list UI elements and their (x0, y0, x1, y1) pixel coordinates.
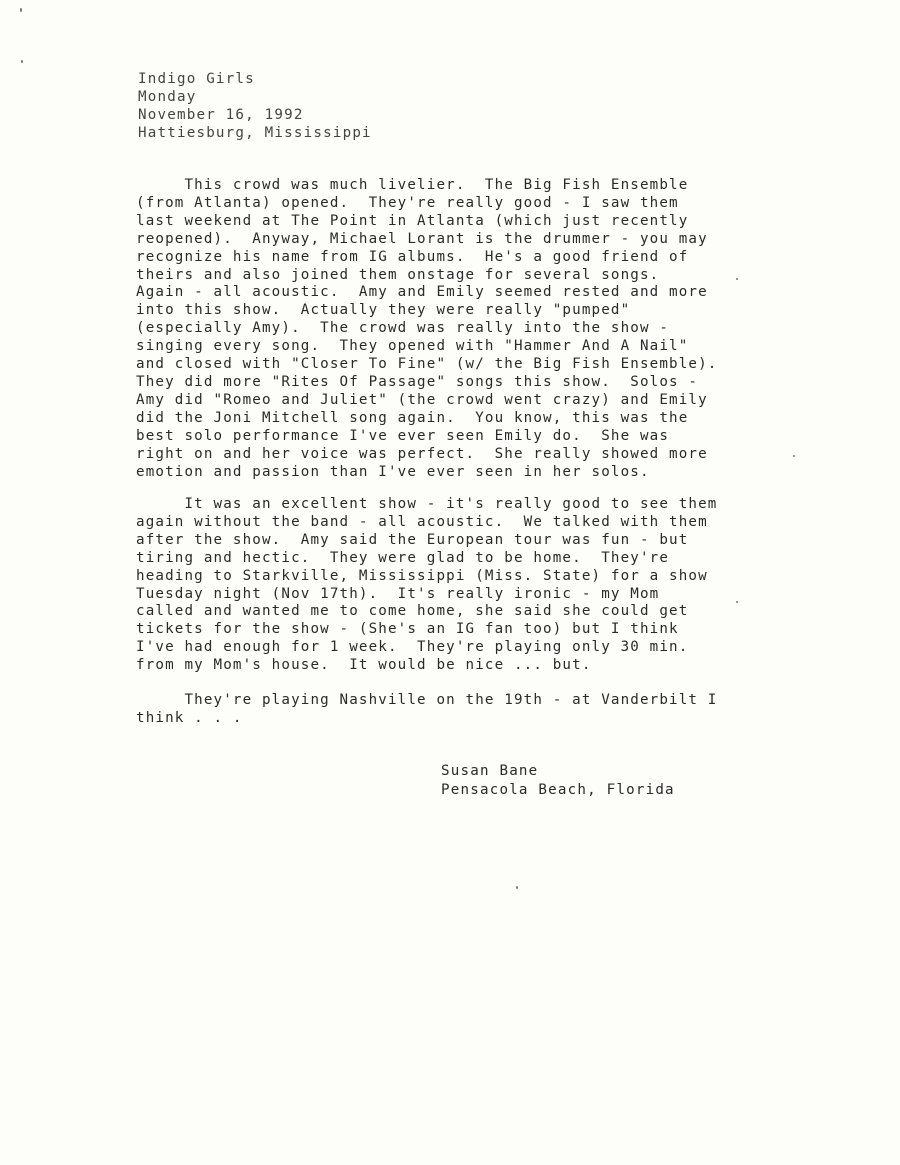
text-line: tickets for the show - (She's an IG fan too) but I think (136, 621, 679, 638)
text-line: reopened). Anyway, Michael Lorant is the drummer - you may (136, 230, 708, 247)
text-line: tiring and hectic. They were glad to be home. They're (136, 549, 670, 566)
text-line: (especially Amy). The crowd was really into the show - (136, 320, 670, 337)
text-line: heading to Starkville, Mississippi (Miss. State) for a show (136, 567, 708, 584)
signature-name: Susan Bane (441, 763, 539, 779)
text-line: after the show. Amy said the European tour was fun - but (136, 531, 689, 548)
text-line: It was an excellent show - it's really good to see them (136, 496, 718, 512)
header-day: Monday (138, 89, 197, 105)
paper-speck (736, 601, 738, 603)
paper-speck (736, 278, 738, 280)
paper-speck (793, 455, 795, 457)
text-line: (from Atlanta) opened. They're really good - I saw them (136, 194, 679, 211)
header-band: Indigo Girls (138, 71, 255, 87)
text-line: This crowd was much livelier. The Big Fish Ensemble (136, 177, 689, 193)
text-line: again without the band - all acoustic. We talked with them (136, 513, 708, 530)
text-line: Amy did "Romeo and Juliet" (the crowd went crazy) and Emily (136, 391, 708, 408)
text-line: I've had enough for 1 week. They're playing only 30 min. (136, 639, 689, 656)
text-line: They're playing Nashville on the 19th - at Vanderbilt I (136, 692, 718, 708)
text-line: emotion and passion than I've ever seen in her solos. (136, 463, 650, 480)
text-line: called and wanted me to come home, she said she could get (136, 603, 689, 620)
paragraph-2 (136, 496, 718, 675)
header-location: Hattiesburg, Mississippi (138, 125, 372, 141)
signature-place: Pensacola Beach, Florida (441, 782, 675, 798)
text-line: Again - all acoustic. Amy and Emily seemed rested and more (136, 284, 708, 301)
text-line: They did more "Rites Of Passage" songs this show. Solos - (136, 373, 699, 390)
text-line: theirs and also joined them onstage for several songs. (136, 266, 660, 283)
paper-speck (516, 886, 518, 889)
text-line: think . . . (136, 709, 243, 726)
letter-header (138, 70, 372, 142)
paragraph-1 (136, 177, 718, 481)
text-line: best solo performance I've ever seen Emily do. She was (136, 427, 670, 444)
text-line: recognize his name from IG albums. He's a good friend of (136, 248, 689, 265)
header-date: November 16, 1992 (138, 107, 304, 123)
text-line: Tuesday night (Nov 17th). It's really ironic - my Mom (136, 585, 660, 602)
paper-speck (21, 60, 23, 63)
signature-block (441, 762, 675, 800)
paper-speck (20, 8, 22, 12)
text-line: into this show. Actually they were really "pumped" (136, 302, 631, 319)
text-line: singing every song. They opened with "Hammer And A Nail" (136, 338, 689, 355)
text-line: right on and her voice was perfect. She really showed more (136, 445, 708, 462)
text-line: and closed with "Closer To Fine" (w/ the Big Fish Ensemble). (136, 356, 718, 373)
paragraph-3 (136, 692, 718, 728)
text-line: did the Joni Mitchell song again. You know, this was the (136, 409, 689, 426)
text-line: from my Mom's house. It would be nice ... but. (136, 657, 592, 674)
text-line: last weekend at The Point in Atlanta (which just recently (136, 212, 689, 229)
